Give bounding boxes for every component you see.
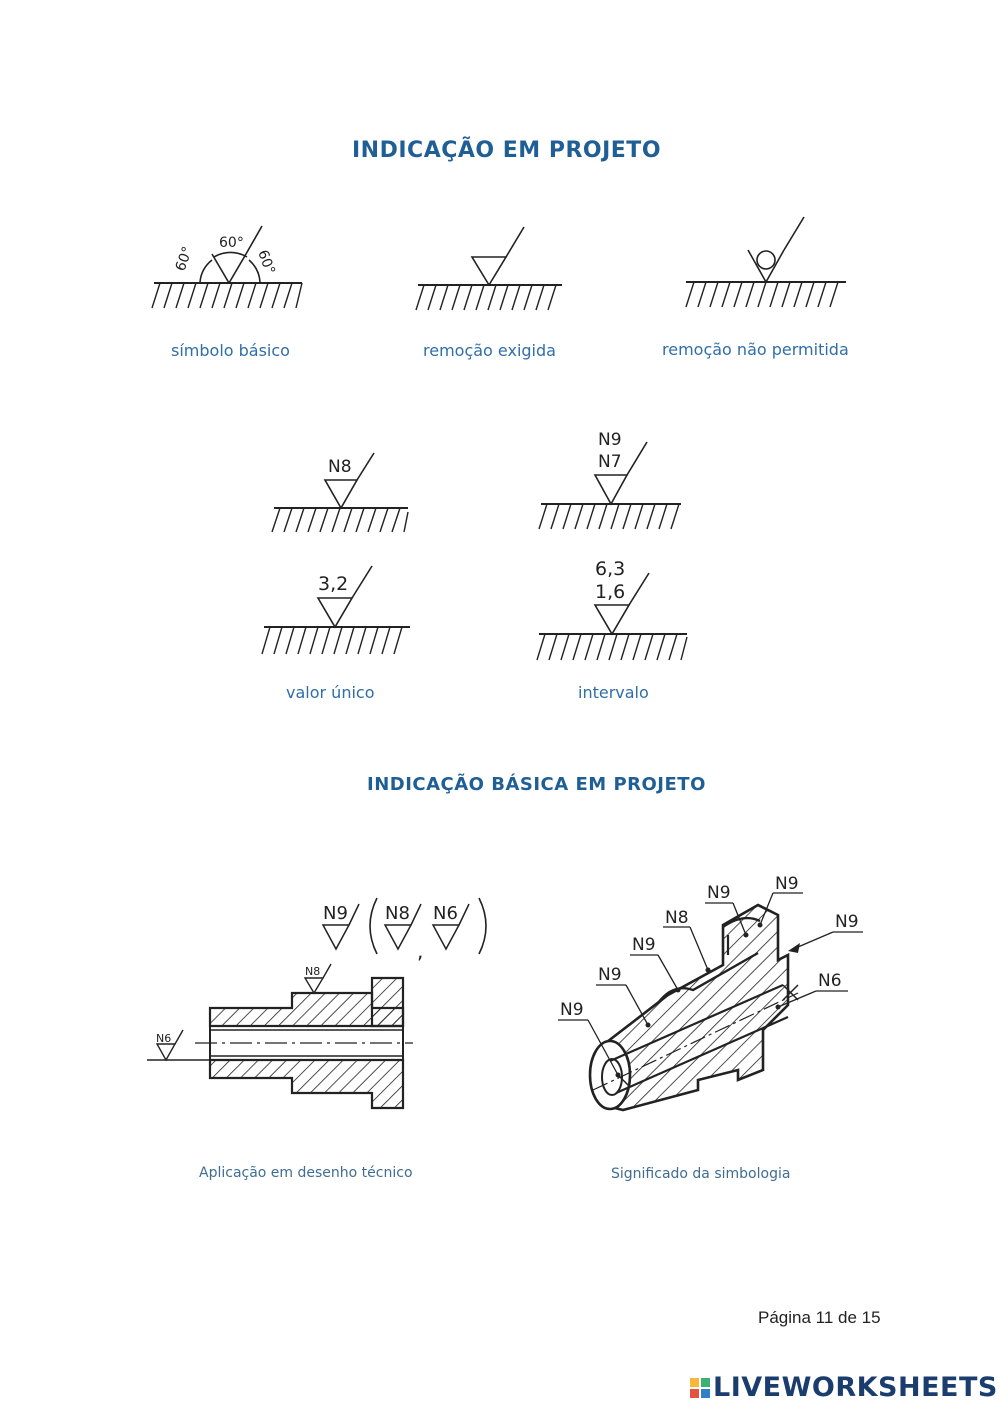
removal-required-mark [472,227,524,285]
iso-label-4: N8 [665,908,689,928]
liveworksheets-text: LIVEWORKSHEETS [713,1372,998,1403]
isometric-drawing-meaning [548,865,888,1135]
caption-intervalo: intervalo [578,683,649,702]
n7-label: N7 [598,452,622,472]
technical-drawing-application [145,890,505,1120]
n8-label: N8 [328,457,352,477]
ra-top-label: 6,3 [595,558,626,580]
iso-label-5: N9 [707,883,731,903]
ra-bottom-label: 1,6 [595,581,626,603]
liveworksheets-logo[interactable] [690,1372,998,1403]
angle-label-left: 60° [172,244,197,274]
removal-forbidden-mark [748,217,804,282]
iso-label-8: N6 [818,971,842,991]
caption-remocao-exigida: remoção exigida [423,341,556,360]
paren-n6-label: N6 [433,903,458,924]
example-n9-n7-figure [535,425,690,535]
caption-simbolo-basico: símbolo básico [171,341,290,360]
iso-label-7: N9 [835,912,859,932]
section-lower [210,1060,403,1108]
general-n9-label: N9 [323,903,348,924]
removal-required-figure [412,222,572,322]
n6-bore-label: N6 [156,1032,172,1045]
paren-n8-label: N8 [385,903,410,924]
iso-label-3: N9 [632,935,656,955]
angle-label-right: 60° [254,247,278,277]
section-title-indicacao-basica: INDICAÇÃO BÁSICA EM PROJETO [367,774,706,795]
example-n8-figure [268,450,418,536]
caption-valor-unico: valor único [286,683,375,702]
angle-label-top: 60° [219,235,244,251]
basic-symbol-figure [150,222,310,322]
example-ra-32-figure [258,562,418,662]
n8-surface-symbol [305,978,323,993]
page-number: Página 11 de 15 [758,1308,881,1327]
caption-remocao-nao-permitida: remoção não permitida [662,340,849,359]
liveworksheets-grid-icon [690,1378,710,1398]
removal-forbidden-figure [680,212,855,317]
n6-bore-symbol [157,1044,175,1060]
iso-label-1: N9 [560,1000,584,1020]
n8-surface-label: N8 [305,965,321,978]
caption-aplicacao: Aplicação em desenho técnico [199,1165,413,1181]
surface-hatching [152,283,302,308]
example-ra-interval-figure [535,555,695,665]
iso-label-6: N9 [775,874,799,894]
ra-single-label: 3,2 [318,573,349,595]
iso-label-2: N9 [598,965,622,985]
n9-label: N9 [598,430,622,450]
caption-significado: Significado da simbologia [611,1166,791,1182]
svg-text:,: , [417,939,424,963]
section-title-indicacao: INDICAÇÃO EM PROJETO [352,138,662,163]
